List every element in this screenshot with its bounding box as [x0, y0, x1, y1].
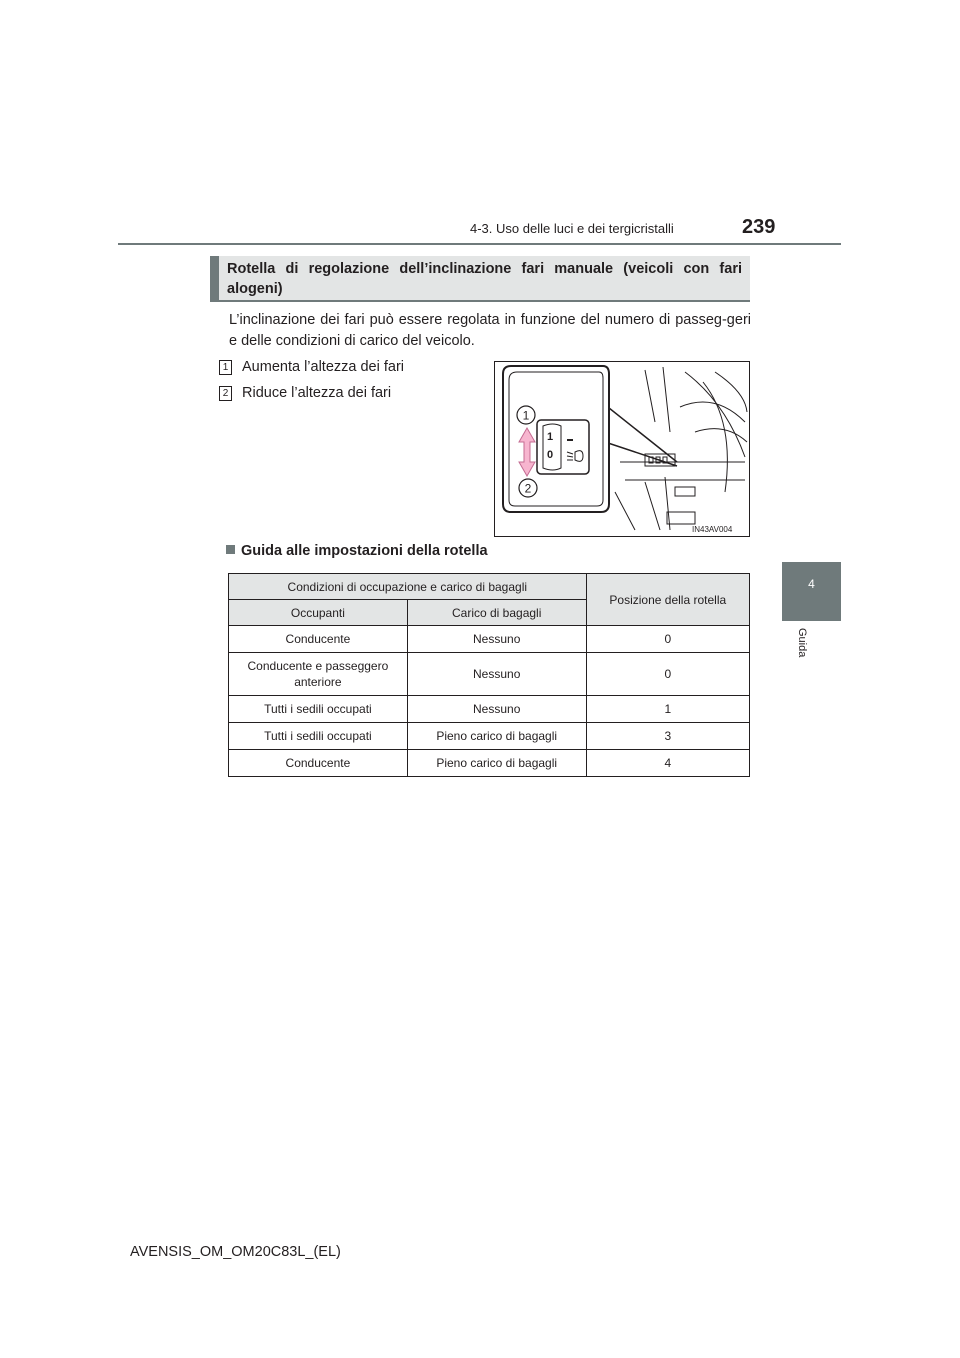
item-text: Aumenta l’altezza dei fari [242, 359, 404, 375]
headlight-dial-illustration [494, 361, 750, 537]
list-item [219, 385, 391, 401]
list-item [219, 359, 404, 375]
column-header-position: Posizione della rotella [586, 574, 749, 626]
header-section-title: 4-3. Uso delle luci e dei tergicristalli [470, 221, 674, 236]
subsection-heading [226, 543, 488, 559]
table-row [229, 626, 750, 653]
column-group-header: Condizioni di occupazione e carico di bagagli [229, 574, 587, 600]
subsection-heading-text: Guida alle impostazioni della rotella [241, 543, 488, 559]
square-bullet-icon [226, 545, 235, 554]
cell-position: 4 [586, 750, 749, 777]
cell-occupants: Tutti i sedili occupati [229, 723, 408, 750]
cell-luggage: Pieno carico di bagagli [407, 723, 586, 750]
cell-luggage: Nessuno [407, 626, 586, 653]
illustration-code: IN43AV004 [692, 525, 733, 534]
cell-occupants: Conducente [229, 626, 408, 653]
cell-occupants: Conducente e passeggero anteriore [229, 653, 408, 696]
column-header-luggage: Carico di bagagli [407, 600, 586, 626]
table-header-row [229, 574, 750, 600]
footer-document-code: AVENSIS_OM_OM20C83L_(EL) [130, 1244, 341, 1260]
cell-occupants: Tutti i sedili occupati [229, 696, 408, 723]
item-text: Riduce l’altezza dei fari [242, 385, 392, 401]
callout-label-1: 1 [522, 408, 530, 423]
table-row [229, 750, 750, 777]
dial-settings-table [228, 573, 750, 777]
header-divider [118, 243, 841, 245]
cell-occupants: Conducente [229, 750, 408, 777]
dial-marking-top: 1 [547, 431, 554, 443]
page-number: 239 [742, 216, 776, 238]
cell-position: 3 [586, 723, 749, 750]
table-row [229, 723, 750, 750]
cell-position: 0 [586, 626, 749, 653]
callout-label-2: 2 [524, 481, 532, 496]
chapter-number: 4 [808, 577, 815, 591]
chapter-tab[interactable] [782, 562, 841, 621]
dashboard-drawing [495, 362, 749, 536]
table-row [229, 653, 750, 696]
item-number-badge: 1 [219, 360, 232, 375]
item-number-badge: 2 [219, 386, 232, 401]
cell-position: 1 [586, 696, 749, 723]
section-title: Rotella di regolazione dell’inclinazione fari manuale (veicoli con fari alogeni) [210, 256, 750, 302]
cell-luggage: Pieno carico di bagagli [407, 750, 586, 777]
column-header-occupants: Occupanti [229, 600, 408, 626]
chapter-label: Guida [796, 628, 808, 658]
table-row [229, 696, 750, 723]
cell-position: 0 [586, 653, 749, 696]
dial-marking-bottom: 0 [547, 449, 554, 461]
cell-luggage: Nessuno [407, 696, 586, 723]
intro-paragraph: L’inclinazione dei fari può essere regolata in funzione del numero di passeg-geri e delle condizioni di carico del veicolo. [229, 312, 751, 349]
cell-luggage: Nessuno [407, 653, 586, 696]
